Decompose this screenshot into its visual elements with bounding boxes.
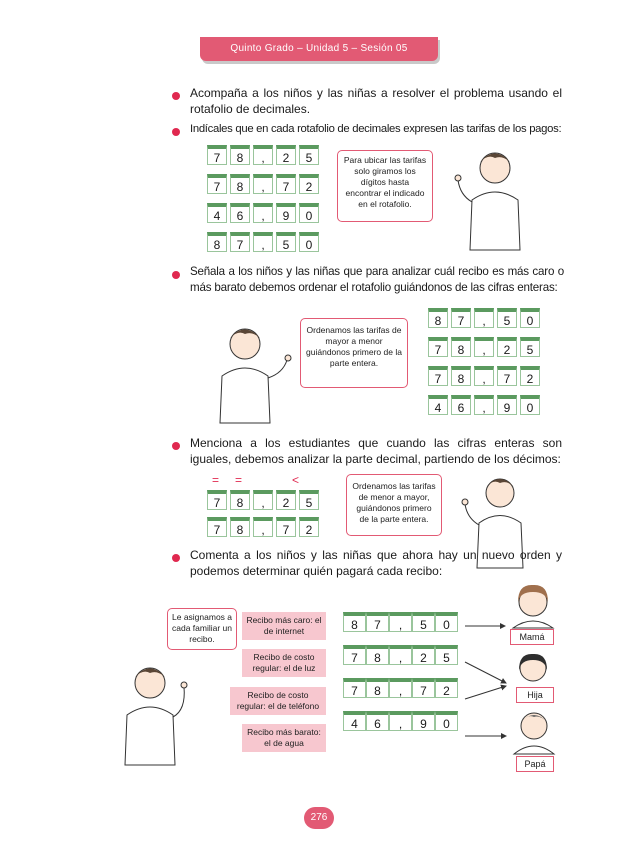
flipchart-row [343,711,458,731]
digit: 7 [207,517,227,537]
digit: 7 [276,517,296,537]
flipchart-group-3 [207,490,319,537]
digit: 0 [520,308,540,328]
digit: 0 [435,711,458,731]
digit: 8 [366,678,389,698]
digit: 2 [299,174,319,194]
digit: 4 [428,395,448,415]
flipchart-group-2 [428,308,540,415]
speech-bubble-3: Ordenamos las tarifas de menor a mayor, guiándonos primero de la parte entera. [346,474,442,536]
digit: 8 [230,145,250,165]
digit: 2 [412,645,435,665]
digit: , [253,490,273,510]
digit: 2 [276,490,296,510]
receipt-label-internet: Recibo más caro: el de internet [242,612,326,640]
flipchart-row [428,366,540,386]
digit: 7 [230,232,250,252]
flipchart-row [207,203,319,223]
digit: 0 [435,612,458,632]
digit: 2 [299,517,319,537]
bullet [172,442,180,450]
digit: 7 [207,145,227,165]
digit: , [389,711,412,731]
digit: 7 [428,337,448,357]
receipt-label-agua: Recibo más barato: el de agua [242,724,326,752]
digit: 7 [451,308,471,328]
flipchart-row [207,174,319,194]
papa-illustration [510,706,558,754]
digit: 6 [366,711,389,731]
bullet [172,92,180,100]
speech-bubble-1: Para ubicar las tarifas solo giramos los dígitos hasta encontrar el indicado en el rotafolio. [337,150,433,222]
teacher-illustration-1 [450,140,540,250]
digit: 8 [366,645,389,665]
flipchart-row [428,395,540,415]
digit: 5 [276,232,296,252]
digit: 4 [207,203,227,223]
flipchart-row [428,337,540,357]
flipchart-row [207,232,319,252]
digit: , [253,174,273,194]
digit: 8 [451,337,471,357]
digit: 2 [520,366,540,386]
flipchart-group-1 [207,145,319,252]
digit: 8 [451,366,471,386]
flipchart-row [428,308,540,328]
arrow-to-hija [465,686,506,699]
receipt-label-luz: Recibo de costo regular: el de luz [242,649,326,677]
receipt-label-telefono: Recibo de costo regular: el de teléfono [230,687,326,715]
flipchart-group-4 [343,612,458,731]
flipchart-row [343,678,458,698]
digit: , [389,678,412,698]
paragraph-1: Acompaña a los niños y las niñas a resolver el problema usando el rotafolio de decimales. [190,86,562,116]
digit: 4 [343,711,366,731]
digit: , [389,645,412,665]
digit: 5 [299,490,319,510]
digit: 9 [276,203,296,223]
digit: , [253,517,273,537]
page-number: 276 [304,807,334,829]
digit: 9 [497,395,517,415]
digit: 7 [276,174,296,194]
family-label-hija: Hija [516,687,554,703]
digit: 0 [520,395,540,415]
less-than-sign: < [292,473,300,487]
mama-illustration [508,580,558,628]
digit: 7 [343,645,366,665]
flipchart-row [343,612,458,632]
flipchart-row [343,645,458,665]
equals-sign: = [235,473,243,487]
digit: 5 [435,645,458,665]
speech-bubble-4: Le asignamos a cada familiar un recibo. [167,608,237,650]
digit: 7 [207,174,227,194]
digit: , [474,337,494,357]
digit: 7 [497,366,517,386]
family-label-mama: Mamá [510,629,554,645]
flipchart-row [207,490,319,510]
paragraph-4: Menciona a los estudiantes que cuando las cifras enteras son iguales, debemos analizar la parte decimal, partiendo de los décimos: [190,436,562,466]
digit: 8 [230,490,250,510]
teacher-illustration-2 [205,318,295,423]
teacher-illustration-4 [108,655,198,765]
bullet [172,554,180,562]
digit: , [474,366,494,386]
digit: 5 [520,337,540,357]
digit: 7 [343,678,366,698]
digit: 8 [207,232,227,252]
hija-illustration [510,650,556,686]
flipchart-row [207,517,319,537]
digit: , [253,232,273,252]
digit: 2 [497,337,517,357]
digit: 8 [428,308,448,328]
family-label-papa: Papá [516,756,554,772]
digit: 0 [299,232,319,252]
paragraph-2: Indícales que en cada rotafolio de decimales expresen las tarifas de los pagos: [190,123,562,135]
digit: 5 [412,612,435,632]
digit: 7 [366,612,389,632]
digit: 8 [343,612,366,632]
digit: , [253,203,273,223]
digit: 5 [299,145,319,165]
digit: , [474,395,494,415]
digit: 8 [230,517,250,537]
paragraph-5: Comenta a los niños y las niñas que ahora hay un nuevo orden y podemos determinar quién pagará cada recibo: [190,548,562,578]
digit: 5 [497,308,517,328]
digit: 7 [207,490,227,510]
digit: , [253,145,273,165]
flipchart-row [207,145,319,165]
digit: 0 [299,203,319,223]
digit: 2 [435,678,458,698]
digit: 2 [276,145,296,165]
paragraph-3: Señala a los niños y las niñas que para analizar cuál recibo es más caro o más barato debemos ordenar el rotafolio guiándonos de las cifras enteras: [190,265,564,294]
digit: 6 [451,395,471,415]
digit: 7 [428,366,448,386]
arrow-to-hija [465,662,506,683]
header-title: Quinto Grado – Unidad 5 – Sesión 05 [200,37,438,61]
digit: 6 [230,203,250,223]
bullet [172,128,180,136]
bullet [172,271,180,279]
digit: 7 [412,678,435,698]
equals-sign: = [212,473,220,487]
digit: , [389,612,412,632]
digit: , [474,308,494,328]
digit: 8 [230,174,250,194]
digit: 9 [412,711,435,731]
speech-bubble-2: Ordenamos las tarifas de mayor a menor guiándonos primero de la parte entera. [300,318,408,388]
